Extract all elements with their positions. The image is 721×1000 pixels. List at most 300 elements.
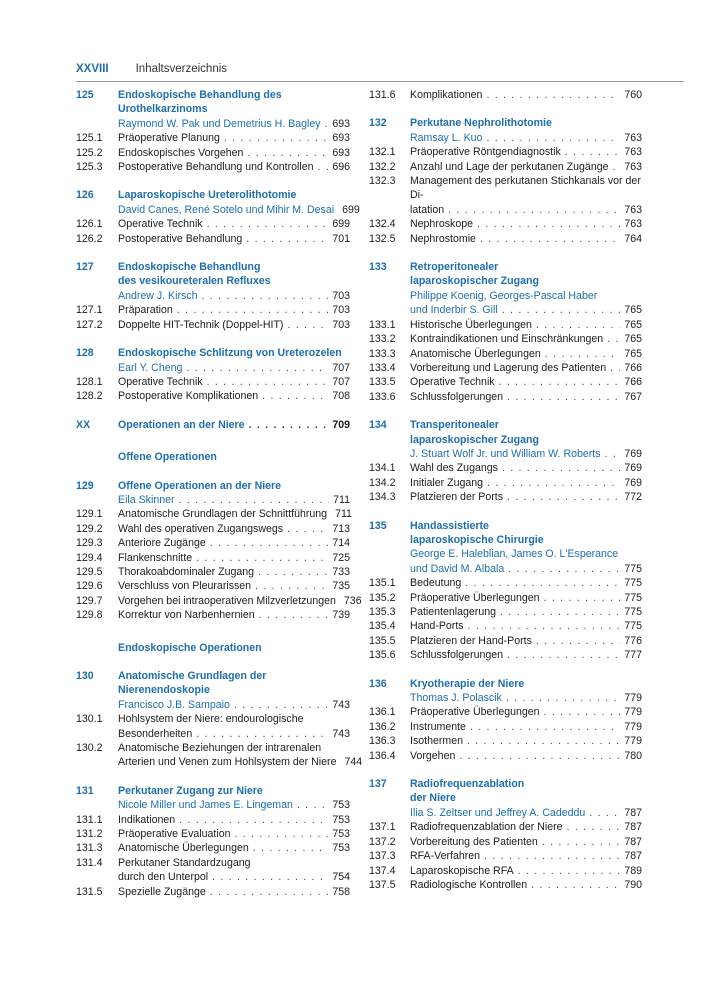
entry-line [118,522,350,536]
entry-title-block [118,418,350,432]
entry-line [118,565,350,579]
toc-entry [76,565,350,579]
chapter-heading [76,188,350,202]
entry-number [369,131,410,145]
entry-title-block [118,741,350,755]
page-number: 775 [624,577,642,590]
page-number: 703 [332,304,350,317]
page-number: 760 [624,89,642,101]
leader-dots [234,698,328,712]
entry-line [410,203,642,217]
entry-title: Patientenlagerung [410,606,496,618]
entry-line [118,375,350,389]
entry-title: Endoskopische Operationen [118,641,262,654]
entry-line [410,749,642,763]
leader-dots [487,476,620,490]
page-number: 787 [624,835,642,848]
page-number: 779 [624,720,642,733]
page-number: 765 [624,347,642,360]
entry-title-block [410,433,642,447]
leader-dots [258,565,328,579]
page-number: 779 [624,692,642,705]
entry-title-block [118,536,350,550]
entry-line [410,705,642,719]
page-number: 780 [624,749,642,762]
entry-number [369,289,410,303]
page-number: 753 [332,813,350,826]
toc-column-right [369,88,642,892]
entry-title: RFA-Verfahren [410,850,481,863]
entry-line [410,390,642,404]
entry-title-block [118,188,350,202]
page-number: 769 [624,462,642,475]
leader-dots [536,634,620,648]
chapter-heading [76,669,350,698]
chapter-heading [76,260,350,274]
entry-title-block [410,806,642,820]
entry-title: Präoperative Röntgendiagnostik [410,146,561,159]
author-names: Raymond W. Pak und Demetrius H. Bagley [118,117,321,130]
entry-title: Endoskopische Behandlung [118,261,261,274]
entry-title: Flankenschnitte [118,551,193,564]
author-names: Andrew J. Kirsch [118,289,198,302]
entry-number: 128.2 [76,390,103,403]
entry-title: Spezielle Zugänge [118,885,206,898]
entry-title: Perkutaner Zugang zur Niere [118,784,263,797]
toc-entry [369,88,642,102]
author-names: Eila Skinner [118,493,175,506]
entry-number: 135.5 [369,634,396,647]
entry-title: laparoskopischer Zugang [410,275,539,288]
entry-line [410,318,642,332]
leader-dots [207,375,329,389]
leader-dots [507,390,620,404]
entry-line [410,648,642,662]
chapter-heading [76,346,350,360]
page-number: 743 [332,698,350,711]
entry-title: Hand-Ports [410,620,464,633]
toc-entry [76,885,350,899]
leader-dots [468,619,621,633]
entry-number [76,203,118,217]
entry-title-block [118,88,350,117]
entry-line [410,835,642,849]
page-number: 765 [624,304,642,317]
entry-title: Radiologische Kontrollen [410,878,528,891]
entry-title-block [410,461,642,475]
page-number: 753 [332,828,350,841]
page-number: 703 [332,318,350,331]
page-number: 707 [332,361,350,374]
entry-title: Laparoskopische RFA [410,864,514,877]
entry-title-block [118,755,363,769]
entry-title: Transperitonealer [410,419,499,432]
entry-title: Doppelte HIT-Technik (Doppel-HIT) [118,318,284,331]
entry-line [410,375,642,389]
entry-number: 131.3 [76,842,103,855]
entry-number: 125.3 [76,161,103,174]
entry-title-block [410,820,642,834]
page-number: 766 [624,361,642,374]
entry-title: Kontraindikationen und Einschränkungen [410,333,604,346]
entry-title-block [410,447,642,461]
entry-line [410,576,642,590]
leader-dots [589,806,620,820]
toc-entry [76,870,350,884]
entry-title: Operative Technik [118,218,203,231]
entry-line [410,878,642,892]
entry-number: 130.1 [76,713,103,726]
entry-title-block [118,641,350,655]
toc-entry [369,461,642,475]
entry-number: 126.1 [76,218,103,231]
leader-dots [470,720,620,734]
entry-title: Hohlsystem der Niere: endourologische [118,713,304,726]
entry-number: 134.2 [369,476,396,489]
entry-number: 136.3 [369,735,396,748]
leader-dots [196,551,328,565]
page-number: 699 [332,218,350,231]
entry-title: Perkutane Nephrolithotomie [410,117,552,130]
toc-entry [76,813,350,827]
entry-title-block [410,418,642,432]
section-heading [76,641,350,655]
entry-number [369,791,410,805]
page-number: 763 [624,218,642,231]
toc-entry [369,619,642,633]
entry-title-block [118,784,350,798]
entry-title-block [118,507,350,521]
toc-entry [369,160,642,174]
entry-line [410,476,642,490]
entry-title: Anatomische Überlegungen [410,347,541,360]
entry-title-block [410,648,642,662]
entry-title-block [118,827,350,841]
entry-title-block [118,727,350,741]
page-number: 766 [624,376,642,389]
entry-line [118,885,350,899]
entry-number: 133.3 [369,347,396,360]
entry-number: 137.5 [369,878,396,891]
entry-title: Laparoskopische Ureterolithotomie [118,189,297,202]
entry-number: 133.4 [369,361,396,374]
entry-line [410,461,642,475]
toc-entry [369,289,642,303]
entry-title-block [410,591,642,605]
entry-title: Operative Technik [118,375,203,388]
entry-title: Radiofrequenzablation der Niere [410,821,563,834]
entry-title: Anatomische Grundlagen der Nierenendoskopie [118,670,267,697]
toc-column-left [76,88,363,899]
page-number: 775 [624,562,642,575]
leader-dots [459,749,620,763]
entry-number [76,289,118,303]
entry-title: Offene Operationen an der Niere [118,479,282,492]
entry-title: Komplikationen [410,89,483,101]
entry-title: Korrektur von Narbenhernien [118,609,255,622]
entry-number: 136 [369,677,387,690]
entry-number: 132.2 [369,160,396,173]
entry-title-block [410,519,642,533]
entry-number: 132.5 [369,232,396,245]
toc-entry [369,705,642,719]
entry-title-block [118,698,350,712]
entry-title-block [410,116,642,130]
entry-number: 137.3 [369,850,396,863]
entry-title: Operative Technik [410,376,495,389]
toc-entry [76,232,350,246]
author-names: Philippe Koenig, Georges-Pascal Haber [410,289,598,302]
entry-title: Postoperative Komplikationen [118,390,259,403]
page-number: 699 [342,203,360,216]
toc-entry [76,303,350,317]
entry-title: Endoskopisches Vorgehen [118,146,244,159]
entry-number [76,798,118,812]
leader-dots [544,591,621,605]
toc-entry [369,591,642,605]
page-header [76,63,227,79]
entry-title: laparoskopische Chirurgie [410,533,544,546]
entry-title: Anatomische Überlegungen [118,842,249,855]
entry-number: 130.2 [76,742,103,755]
entry-title: latation [410,203,445,216]
entry-title: Offene Operationen [118,451,217,464]
leader-dots [605,447,621,461]
entry-number [369,447,410,461]
entry-title: Platzieren der Ports [410,491,504,504]
entry-title-block [118,565,350,579]
leader-dots [177,303,329,317]
toc-entry [76,289,350,303]
entry-number: 127.2 [76,318,103,331]
entry-title: durch den Unterpol [118,871,209,884]
toc-entry [369,634,642,648]
author-names: Thomas J. Polascik [410,692,502,705]
toc-entry [369,375,642,389]
entry-title-block [410,490,642,504]
entry-number [76,727,118,741]
entry-line [410,591,642,605]
entry-number: 131.5 [76,885,103,898]
toc-entry [76,375,350,389]
entry-number: 131.2 [76,828,103,841]
entry-number: 134 [369,419,387,432]
entry-title-block [118,479,350,493]
entry-title-block [410,375,642,389]
entry-number [369,303,410,317]
entry-number: 125.2 [76,146,103,159]
author-names: David Canes, René Sotelo und Mihir M. Desai [118,203,335,216]
leader-dots [224,131,328,145]
entry-title: Vorbereitung und Lagerung des Patienten [410,361,607,374]
page-number: 703 [332,289,350,302]
entry-title-block [410,145,642,159]
entry-number: 130 [76,670,94,682]
entry-title-block [410,390,642,404]
toc-entry [369,547,642,561]
entry-number: 136.4 [369,749,396,762]
toc-entry [76,712,350,726]
entry-number [369,562,410,576]
chapter-heading [369,116,642,130]
toc-entry [76,361,350,375]
page-number: 765 [624,333,642,346]
entry-line [118,203,360,217]
entry-line [118,579,350,593]
entry-title: Perkutaner Standardzugang [118,856,251,869]
entry-title-block [410,332,642,346]
page-number: 733 [332,565,350,578]
page-number: 753 [332,799,350,812]
leader-dots [607,332,620,346]
entry-line [410,145,642,159]
toc-entry [369,318,642,332]
entry-line [118,755,363,769]
entry-title-block [118,608,350,622]
leader-dots [210,885,329,899]
toc-entry [369,303,642,317]
entry-title: Anatomische Grundlagen der Schnittführung [118,508,328,521]
leader-dots [531,878,620,892]
entry-number: 133.2 [369,333,396,346]
entry-number: 137.2 [369,835,396,848]
page-number: 735 [332,580,350,593]
entry-title-block [410,131,642,145]
toc-entry [76,841,350,855]
entry-line [118,813,350,827]
page-number: 714 [332,537,350,550]
entry-title-block [118,522,350,536]
entry-title-block [118,232,350,246]
toc-entry [369,605,642,619]
entry-line [410,303,642,317]
entry-number: 137.1 [369,821,396,834]
leader-dots [212,870,328,884]
toc-entry [369,791,642,805]
entry-title-block [410,634,642,648]
entry-title-block [118,885,350,899]
entry-number [76,450,118,464]
entry-line [410,160,642,174]
entry-number [76,361,118,375]
entry-line [118,841,350,855]
entry-line [410,347,642,361]
entry-title-block [410,476,642,490]
leader-dots [262,389,328,403]
entry-number: 125 [76,89,94,101]
entry-title-block [118,346,350,360]
leader-dots [610,361,620,375]
entry-line [118,160,350,174]
page-number: 764 [624,232,642,245]
page-number: 709 [332,418,350,431]
chapter-heading [76,784,350,798]
entry-title: Vorgehen [410,749,456,762]
entry-line [410,849,642,863]
entry-number: 127.1 [76,304,103,317]
entry-title: Anzahl und Lage der perkutanen Zugänge [410,160,609,173]
entry-line [118,594,362,608]
leader-dots [477,217,620,231]
entry-title-block [410,720,642,734]
toc-entry [76,493,350,507]
page-number: 765 [624,318,642,331]
entry-number: 128.1 [76,375,103,388]
toc-entry [76,727,350,741]
leader-dots [465,576,620,590]
page-number: 779 [624,706,642,719]
entry-line [118,361,350,375]
entry-title-block [118,841,350,855]
leader-dots [247,146,328,160]
header-rule [76,81,684,82]
entry-title-block [410,835,642,849]
entry-title-block [118,274,350,288]
entry-title-block [410,576,642,590]
leader-dots [467,734,620,748]
entry-title-block [410,347,642,361]
entry-number: 129.2 [76,522,103,535]
leader-dots [567,820,621,834]
entry-number: 134.3 [369,491,396,504]
author-names: J. Stuart Wolf Jr. und William W. Roberts [410,447,601,460]
entry-title: Endoskopische Schlitzung von Ureterozelen [118,347,342,360]
entry-number: 135.4 [369,620,396,633]
author-names: Nicole Miller und James E. Lingeman [118,799,293,812]
page-number: 775 [624,620,642,633]
entry-title-block [118,146,350,160]
entry-number [76,117,118,131]
entry-title: Schlussfolgerungen [410,649,504,662]
entry-line [118,232,350,246]
entry-number: 135.3 [369,606,396,618]
toc-entry [369,749,642,763]
author-names: Francisco J.B. Sampaio [118,698,230,711]
toc-entry [369,720,642,734]
entry-line [410,217,642,231]
entry-number: 132 [369,117,387,130]
entry-title: Operationen an der Niere [118,418,245,431]
leader-dots [507,490,620,504]
entry-title-block [118,217,350,231]
toc-entry [76,522,350,536]
toc-entry [369,174,642,203]
chapter-heading [369,418,642,432]
entry-title: Präoperative Überlegungen [410,591,540,604]
page-number: 701 [332,232,350,245]
leader-dots [207,217,329,231]
entry-number [76,755,118,769]
entry-number: 131.4 [76,856,103,869]
leader-dots [542,835,621,849]
leader-dots [201,289,328,303]
entry-title-block [410,562,642,576]
entry-number: 131 [76,784,94,797]
entry-title: Postoperative Behandlung [118,232,243,245]
entry-title: Schlussfolgerungen [410,390,504,403]
entry-title-block [410,791,642,805]
entry-title-block [410,705,642,719]
entry-number: 134.1 [369,462,396,475]
page-number: XXVIII [76,63,109,75]
entry-number: 133.5 [369,376,396,389]
entry-number: XX [76,418,91,431]
toc-entry [76,318,350,332]
toc-entry [76,203,360,217]
entry-title: Thorakoabdominaler Zugang [118,565,255,578]
toc-entry [369,648,642,662]
entry-title-block [410,619,642,633]
